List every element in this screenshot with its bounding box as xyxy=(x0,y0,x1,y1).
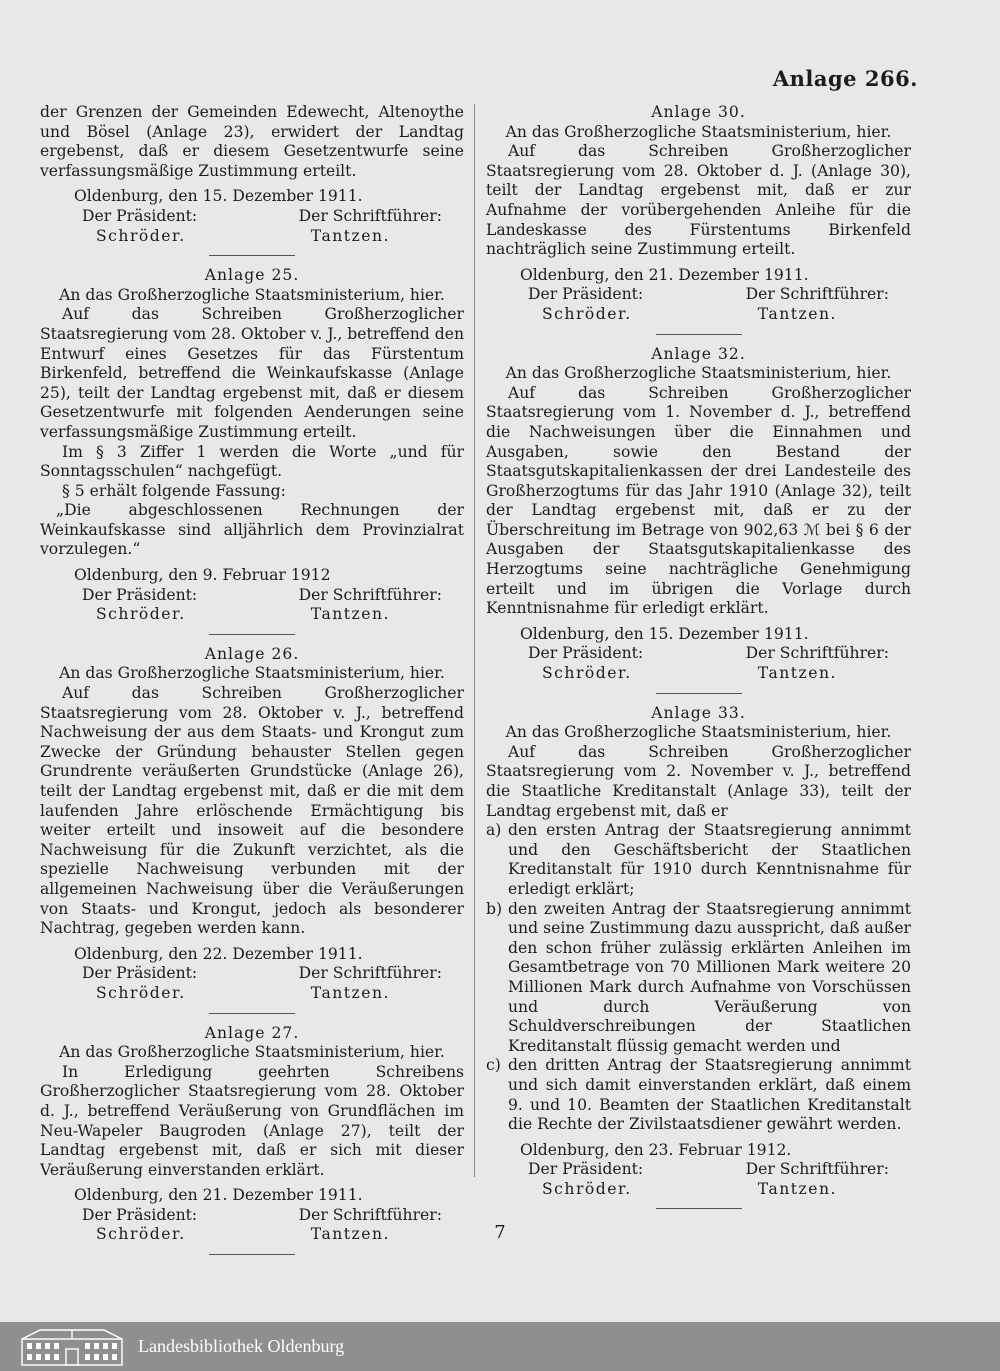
praesident-label: Der Präsident: xyxy=(82,964,198,983)
date-line: Oldenburg, den 23. Februar 1912. xyxy=(520,1140,792,1159)
praesident-name: Schröder. xyxy=(96,226,186,245)
date-line: Oldenburg, den 22. Dezember 1911. xyxy=(74,944,363,963)
quoted-paragraph: „Die abgeschlossenen Rechnungen der Weinkaufskasse sind alljährlich dem Provinzialrat vorzulegen.“ xyxy=(40,501,464,559)
schriftfuehrer-label: Der Schriftführer: xyxy=(298,964,442,983)
address-line: An das Großherzogliche Staatsministerium, hier. xyxy=(505,122,892,141)
separator-rule xyxy=(656,1208,742,1209)
praesident-name: Schröder. xyxy=(542,664,632,683)
intro-paragraph: der Grenzen der Gemeinden Edewecht, Altenoythe und Bösel (Anlage 23), erwidert der Landtag ergebenst, daß er diesem Gesetzentwurfe seine verfassungsmäßige Zustimmung erteilt. xyxy=(40,103,464,180)
section-title: Anlage 30. xyxy=(651,103,746,121)
library-building-icon xyxy=(20,1327,124,1367)
address-line: An das Großherzogliche Staatsministerium, hier. xyxy=(505,364,892,383)
schriftfuehrer-label: Der Schriftführer: xyxy=(298,585,442,604)
signature-labels xyxy=(486,285,911,305)
date-line: Oldenburg, den 21. Dezember 1911. xyxy=(74,1186,363,1205)
schriftfuehrer-name: Tantzen. xyxy=(310,605,390,624)
signature-labels xyxy=(486,644,911,664)
schriftfuehrer-name: Tantzen. xyxy=(757,304,837,323)
right-column xyxy=(486,103,911,1219)
schriftfuehrer-label: Der Schriftführer: xyxy=(298,1205,442,1224)
list-item xyxy=(486,1056,911,1134)
signature-labels xyxy=(40,586,464,606)
schriftfuehrer-name: Tantzen. xyxy=(310,226,390,245)
column-divider xyxy=(474,104,475,1177)
schriftfuehrer-name: Tantzen. xyxy=(757,1179,837,1198)
praesident-name: Schröder. xyxy=(96,983,186,1002)
section-title: Anlage 25. xyxy=(204,266,300,285)
section-title: Anlage 26. xyxy=(204,644,300,663)
praesident-label: Der Präsident: xyxy=(82,1205,198,1224)
date-line: Oldenburg, den 9. Februar 1912 xyxy=(74,566,331,585)
praesident-name: Schröder. xyxy=(96,605,186,624)
body-paragraph: Auf das Schreiben Großherzoglicher Staatsregierung vom 1. November d. J., betreffend die Nachweisungen über die Einnahmen und Ausgaben, sowie den Bestand der Staatsgutskapitalienkassen der drei Landesteile des Großherzogtums für das Jahr 1910 (Anlage 32), teilt der Landtag ergebenst mit, daß er zu der Überschreitung im Betrage von 902,63 ℳ bei § 6 der Ausgaben der Staatsgutskapitalienkasse des Herzogtums seine nachträgliche Genehmigung erteilt und im übrigen die Vorlage durch Kenntnisnahme für erledigt erklärt. xyxy=(486,383,911,618)
page-header-anlage: Anlage 266. xyxy=(772,66,918,91)
date-line: Oldenburg, den 21. Dezember 1911. xyxy=(520,265,809,284)
schriftfuehrer-name: Tantzen. xyxy=(757,664,837,683)
address-line: An das Großherzogliche Staatsministerium, hier. xyxy=(59,1043,445,1062)
praesident-label: Der Präsident: xyxy=(528,644,644,663)
signature-names xyxy=(486,1180,911,1200)
left-column xyxy=(40,103,464,1265)
address-line: An das Großherzogliche Staatsministerium, hier. xyxy=(59,285,445,304)
body-paragraph: § 5 erhält folgende Fassung: xyxy=(62,481,286,500)
signature-names xyxy=(486,305,911,325)
schriftfuehrer-label: Der Schriftführer: xyxy=(745,1160,889,1179)
address-line: An das Großherzogliche Staatsministerium, hier. xyxy=(59,664,445,683)
signature-labels xyxy=(40,964,464,984)
praesident-name: Schröder. xyxy=(542,1179,632,1198)
schriftfuehrer-name: Tantzen. xyxy=(310,983,390,1002)
separator-rule xyxy=(209,634,295,635)
body-paragraph: Auf das Schreiben Großherzoglicher Staatsregierung vom 2. November v. J., betreffend die Staatliche Kreditanstalt (Anlage 33), teilt der Landtag ergebenst mit, daß er xyxy=(486,742,911,820)
library-name: Landesbibliothek Oldenburg xyxy=(138,1336,345,1356)
signature-labels xyxy=(486,1160,911,1180)
body-paragraph: Auf das Schreiben Großherzoglicher Staatsregierung vom 28. Oktober v. J., betreffend Nachweisung der aus dem Staats- und Krongut zum Zwecke der Gründung behauster Stellen gegen Grundrente veräußerten Grundstücke (Anlage 26), teilt der Landtag ergebenst mit, daß er die mit dem laufenden Jahre erlöschende Ermächtigung bis weiter erteilt und insoweit auf die besondere Nachweisung für die Zukunft verzichtet, als die spezielle Nachweisung verbunden mit der allgemeinen Nachweisung über die Veräußerungen von Staats- und Krongut, jedoch als besonderer Nachtrag, gegeben werden kann. xyxy=(40,684,464,938)
separator-rule xyxy=(656,693,742,694)
separator-rule xyxy=(209,1254,295,1255)
signature-names xyxy=(486,664,911,684)
schriftfuehrer-name: Tantzen. xyxy=(310,1225,390,1244)
signature-labels xyxy=(40,207,464,227)
praesident-name: Schröder. xyxy=(542,304,632,323)
schriftfuehrer-label: Der Schriftführer: xyxy=(745,644,889,663)
library-footer xyxy=(0,1322,1000,1371)
list-item xyxy=(486,821,911,899)
list-item-label: c) xyxy=(486,1056,501,1075)
praesident-label: Der Präsident: xyxy=(82,206,198,225)
body-paragraph: Auf das Schreiben Großherzoglicher Staatsregierung vom 28. Oktober d. J. (Anlage 30), teilt der Landtag ergebenst mit, daß er zur Aufnahme der vorübergehenden Anleihe für die Landeskasse des Fürstentums Birkenfeld nachträglich seine Zustimmung erteilt. xyxy=(486,142,911,259)
praesident-name: Schröder. xyxy=(96,1225,186,1244)
body-paragraph: Auf das Schreiben Großherzoglicher Staatsregierung vom 28. Oktober v. J., betreffend den Entwurf eines Gesetzes für das Fürstentum Birkenfeld, betreffend die Weinkaufskasse (Anlage 25), teilt der Landtag ergebenst mit, daß er diesem Gesetzentwurfe mit folgenden Aenderungen seine verfassungsmäßige Zustimmung erteilt. xyxy=(40,305,464,441)
body-paragraph: Im § 3 Ziffer 1 werden die Worte „und für Sonntagsschulen“ nachgefügt. xyxy=(40,442,464,481)
separator-rule xyxy=(209,1013,295,1014)
date-line: Oldenburg, den 15. Dezember 1911. xyxy=(520,624,809,643)
list-item-text: den zweiten Antrag der Staatsregierung annimmt und seine Zustimmung dazu ausspricht, daß außer den schon früher zulässig erklärten Anleihen im Gesamtbetrage von 70 Millionen Mark weitere 20 Millionen Mark durch Aufnahme von Vorschüssen und durch Veräußerung von Schuldverschreibungen der Staatlichen Kreditanstalt flüssig gemacht werden und xyxy=(508,899,911,1055)
address-line: An das Großherzogliche Staatsministerium, hier. xyxy=(505,723,892,742)
list-item-label: a) xyxy=(486,821,502,840)
schriftfuehrer-label: Der Schriftführer: xyxy=(745,285,889,304)
list-item-label: b) xyxy=(486,899,503,918)
list-item-text: den dritten Antrag der Staatsregierung annimmt und sich damit einverstanden erklärt, daß einem 9. und 10. Beamten der Staatlichen Kreditanstalt die Rechte der Zivilstaatsdiener gewährt werden. xyxy=(508,1056,911,1134)
separator-rule xyxy=(209,255,295,256)
praesident-label: Der Präsident: xyxy=(82,585,198,604)
section-title: Anlage 33. xyxy=(651,703,746,722)
page-number: 7 xyxy=(494,1222,506,1243)
date-line: Oldenburg, den 15. Dezember 1911. xyxy=(74,187,363,206)
signature-names xyxy=(40,227,464,247)
separator-rule xyxy=(656,334,742,335)
list-item-text: den ersten Antrag der Staatsregierung annimmt und den Geschäftsbericht der Staatlichen Kreditanstalt für 1910 durch Kenntnisnahme für erledigt erklärt; xyxy=(508,821,911,898)
signature-names xyxy=(40,605,464,625)
body-paragraph: In Erledigung geehrten Schreibens Großherzoglicher Staatsregierung vom 28. Oktober d. J., betreffend Veräußerung von Grundflächen im Neu-Wapeler Baugroden (Anlage 27), teilt der Landtag ergebenst mit, daß er sich mit dieser Veräußerung einverstanden erklärt. xyxy=(40,1062,464,1179)
praesident-label: Der Präsident: xyxy=(528,1160,644,1179)
section-title: Anlage 32. xyxy=(651,344,746,363)
signature-names xyxy=(40,984,464,1004)
section-title: Anlage 27. xyxy=(204,1023,300,1042)
list-item xyxy=(486,900,911,1057)
schriftfuehrer-label: Der Schriftführer: xyxy=(298,206,442,225)
praesident-label: Der Präsident: xyxy=(528,285,644,304)
